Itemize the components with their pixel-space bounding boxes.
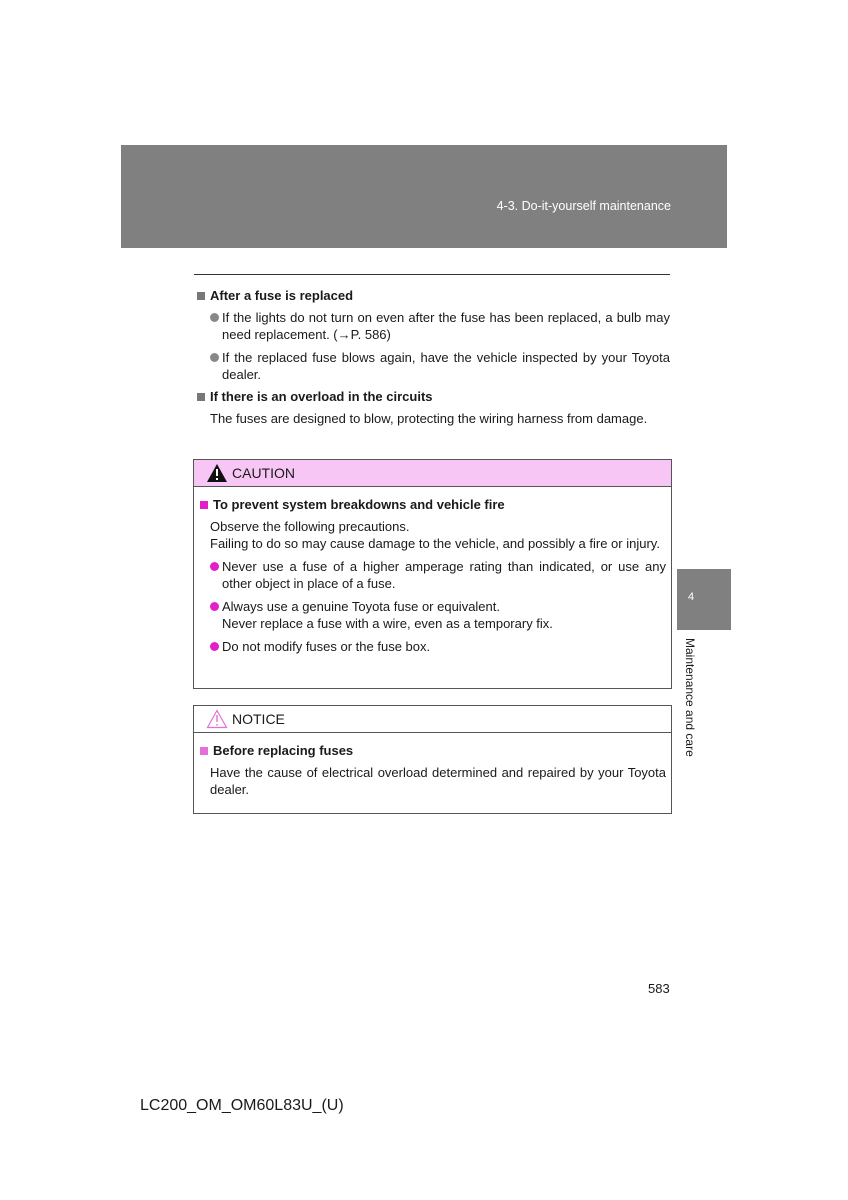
list-item: [210, 349, 670, 383]
paragraph: The fuses are designed to blow, protecting the wiring harness from damage.: [210, 411, 648, 426]
caution-box: [193, 459, 672, 689]
section-title: 4-3. Do-it-yourself maintenance: [496, 199, 671, 213]
circle-bullet-icon: [210, 562, 219, 571]
section-heading: [197, 497, 666, 512]
circle-bullet-icon: [210, 642, 219, 651]
header-band: [121, 145, 727, 248]
circle-bullet-icon: [210, 313, 219, 322]
notice-label: NOTICE: [232, 711, 285, 727]
caution-header: [194, 460, 671, 487]
heading-text: To prevent system breakdowns and vehicle fire: [213, 497, 505, 512]
divider: [194, 274, 670, 275]
bullet-text: Never use a fuse of a higher amperage rating than indicated, or use any other object in place of a fuse.: [222, 559, 666, 591]
heading-text: If there is an overload in the circuits: [210, 389, 433, 404]
heading-text: Before replacing fuses: [213, 743, 354, 758]
heading-text: After a fuse is replaced: [210, 288, 354, 303]
square-bullet-icon: [200, 747, 208, 755]
section-heading: [194, 389, 670, 404]
list-item: [210, 558, 666, 592]
square-bullet-icon: [197, 292, 205, 300]
list-item: [210, 598, 666, 632]
chapter-label: Maintenance and care: [683, 638, 697, 757]
notice-box: [193, 705, 672, 814]
list-item: [210, 309, 670, 343]
caution-label: CAUTION: [232, 465, 295, 481]
circle-bullet-icon: [210, 353, 219, 362]
square-bullet-icon: [197, 393, 205, 401]
bullet-text: If the replaced fuse blows again, have the vehicle inspected by your Toyota dealer.: [222, 350, 670, 382]
document-code: LC200_OM_OM60L83U_(U): [140, 1097, 344, 1114]
chapter-number: 4: [688, 591, 695, 603]
notice-header: [194, 706, 671, 733]
paragraph: Observe the following precautions.: [210, 519, 410, 534]
circle-bullet-icon: [210, 602, 219, 611]
section-heading: [194, 288, 670, 303]
bullet-text: [222, 598, 553, 632]
bullet-text: If the lights do not turn on even after the fuse has been replaced, a bulb may need replacement. (→P. 586): [222, 310, 670, 342]
bullet-line: Never replace a fuse with a wire, even as a temporary fix.: [222, 616, 553, 631]
paragraph: Have the cause of electrical overload determined and repaired by your Toyota dealer.: [210, 765, 666, 797]
paragraph: Failing to do so may cause damage to the vehicle, and possibly a fire or injury.: [210, 536, 660, 551]
bullet-text: Do not modify fuses or the fuse box.: [222, 639, 431, 654]
bullet-line: Always use a genuine Toyota fuse or equivalent.: [222, 599, 500, 614]
square-bullet-icon: [200, 501, 208, 509]
main-content: [194, 288, 670, 433]
page-number: 583: [648, 981, 670, 996]
list-item: [210, 638, 666, 655]
section-heading: [197, 743, 666, 758]
caution-body: [194, 487, 671, 655]
warning-icon: [206, 463, 228, 483]
notice-body: [194, 733, 671, 798]
warning-outline-icon: [206, 709, 228, 729]
chapter-tab: [677, 569, 731, 630]
